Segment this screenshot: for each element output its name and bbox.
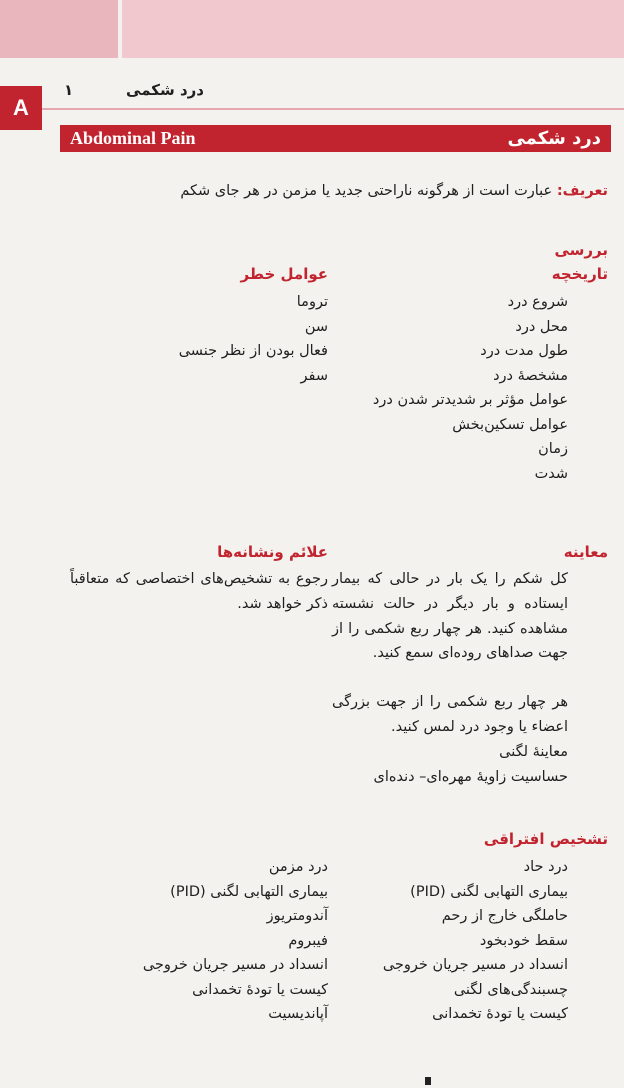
running-head	[64, 78, 204, 102]
chronic-item: درد مزمن	[268, 859, 328, 875]
header-divider	[0, 108, 624, 110]
history-item: عوامل مؤثر بر شدیدتر شدن درد	[372, 392, 568, 408]
acute-item: سقط خودبخود	[479, 932, 568, 949]
acute-item: حاملگی خارج از رحم	[441, 908, 568, 924]
acute-item: کیست یا تودهٔ تخمدانی	[432, 1006, 568, 1022]
signs-text: رجوع به تشخیص‌های اختصاصی که متعاقباً ذکر خواهد شد.	[70, 571, 328, 612]
exam-pelvic: معاینهٔ لگنی	[499, 744, 568, 760]
page-number: ۱	[64, 81, 74, 99]
chapter-title-persian: درد شکمی	[507, 128, 601, 149]
risk-factors-list	[179, 290, 328, 388]
print-mark	[425, 1077, 431, 1085]
risk-factors-heading: عوامل خطر	[240, 265, 328, 283]
chapter-title-bar	[60, 125, 611, 152]
definition	[138, 183, 608, 199]
acute-item: انسداد در مسیر جریان خروجی	[382, 957, 568, 973]
history-item: شروع درد	[507, 294, 568, 310]
definition-label: تعریف:	[556, 183, 608, 199]
acute-item: بیماری التهابی لگنی (PID)	[410, 883, 568, 900]
history-heading: تاریخچه	[551, 265, 608, 283]
header-color-band-left	[0, 0, 118, 58]
running-title: درد شکمی	[126, 81, 204, 99]
chronic-item: انسداد در مسیر جریان خروجی	[142, 957, 328, 973]
signs-heading: علائم ونشانه‌ها	[217, 543, 328, 561]
exam-heading: معاینه	[563, 543, 608, 561]
risk-factor-item: سن	[304, 318, 328, 335]
history-list	[373, 290, 568, 486]
history-item: مشخصهٔ درد	[493, 367, 568, 384]
chronic-item: فیبروم	[288, 932, 328, 949]
risk-factor-item: فعال بودن از نظر جنسی	[178, 343, 328, 359]
history-item: شدت	[534, 465, 568, 482]
history-item: زمان	[538, 441, 568, 457]
history-item: طول مدت درد	[480, 343, 568, 359]
risk-factor-item: سفر	[300, 367, 328, 384]
chapter-title-english: Abdominal Pain	[70, 128, 196, 148]
definition-text: عبارت است از هرگونه ناراحتی جدید یا مزمن در هر جای شکم	[180, 183, 557, 199]
chronic-item: کیست یا تودهٔ تخمدانی	[192, 981, 328, 998]
exam-cva-tenderness: حساسیت زاویهٔ مهره‌ای– دنده‌ای	[373, 769, 568, 785]
chronic-item: بیماری التهابی لگنی (PID)	[170, 883, 328, 900]
history-item: محل درد	[515, 318, 568, 335]
chronic-item: آپاندیسیت	[268, 1006, 328, 1022]
history-item: عوامل تسکین‌بخش	[452, 416, 568, 433]
exam-paragraph-1: کل شکم را یک بار در حالی که بیمار ایستاده و بار دیگر در حالت نشسته مشاهده کنید. هر چهار ربع شکمی را از جهت صداهای روده‌ای سمع کنید.	[332, 571, 568, 662]
risk-factor-item: تروما	[296, 294, 328, 310]
assessment-heading: بررسی	[554, 241, 608, 259]
exam-paragraph-2: هر چهار ربع شکمی را از جهت بزرگی اعضاء یا وجود درد لمس کنید.	[332, 694, 568, 735]
acute-list	[383, 855, 568, 1027]
acute-item: چسبندگی‌های لگنی	[453, 981, 568, 998]
differential-heading: تشخیص افتراقی	[483, 830, 608, 848]
chronic-item: آندومتریوز	[266, 908, 328, 924]
header-color-band-right	[122, 0, 624, 58]
section-tab: A	[0, 86, 42, 130]
chronic-list	[143, 855, 328, 1027]
acute-item: درد حاد	[523, 859, 568, 875]
